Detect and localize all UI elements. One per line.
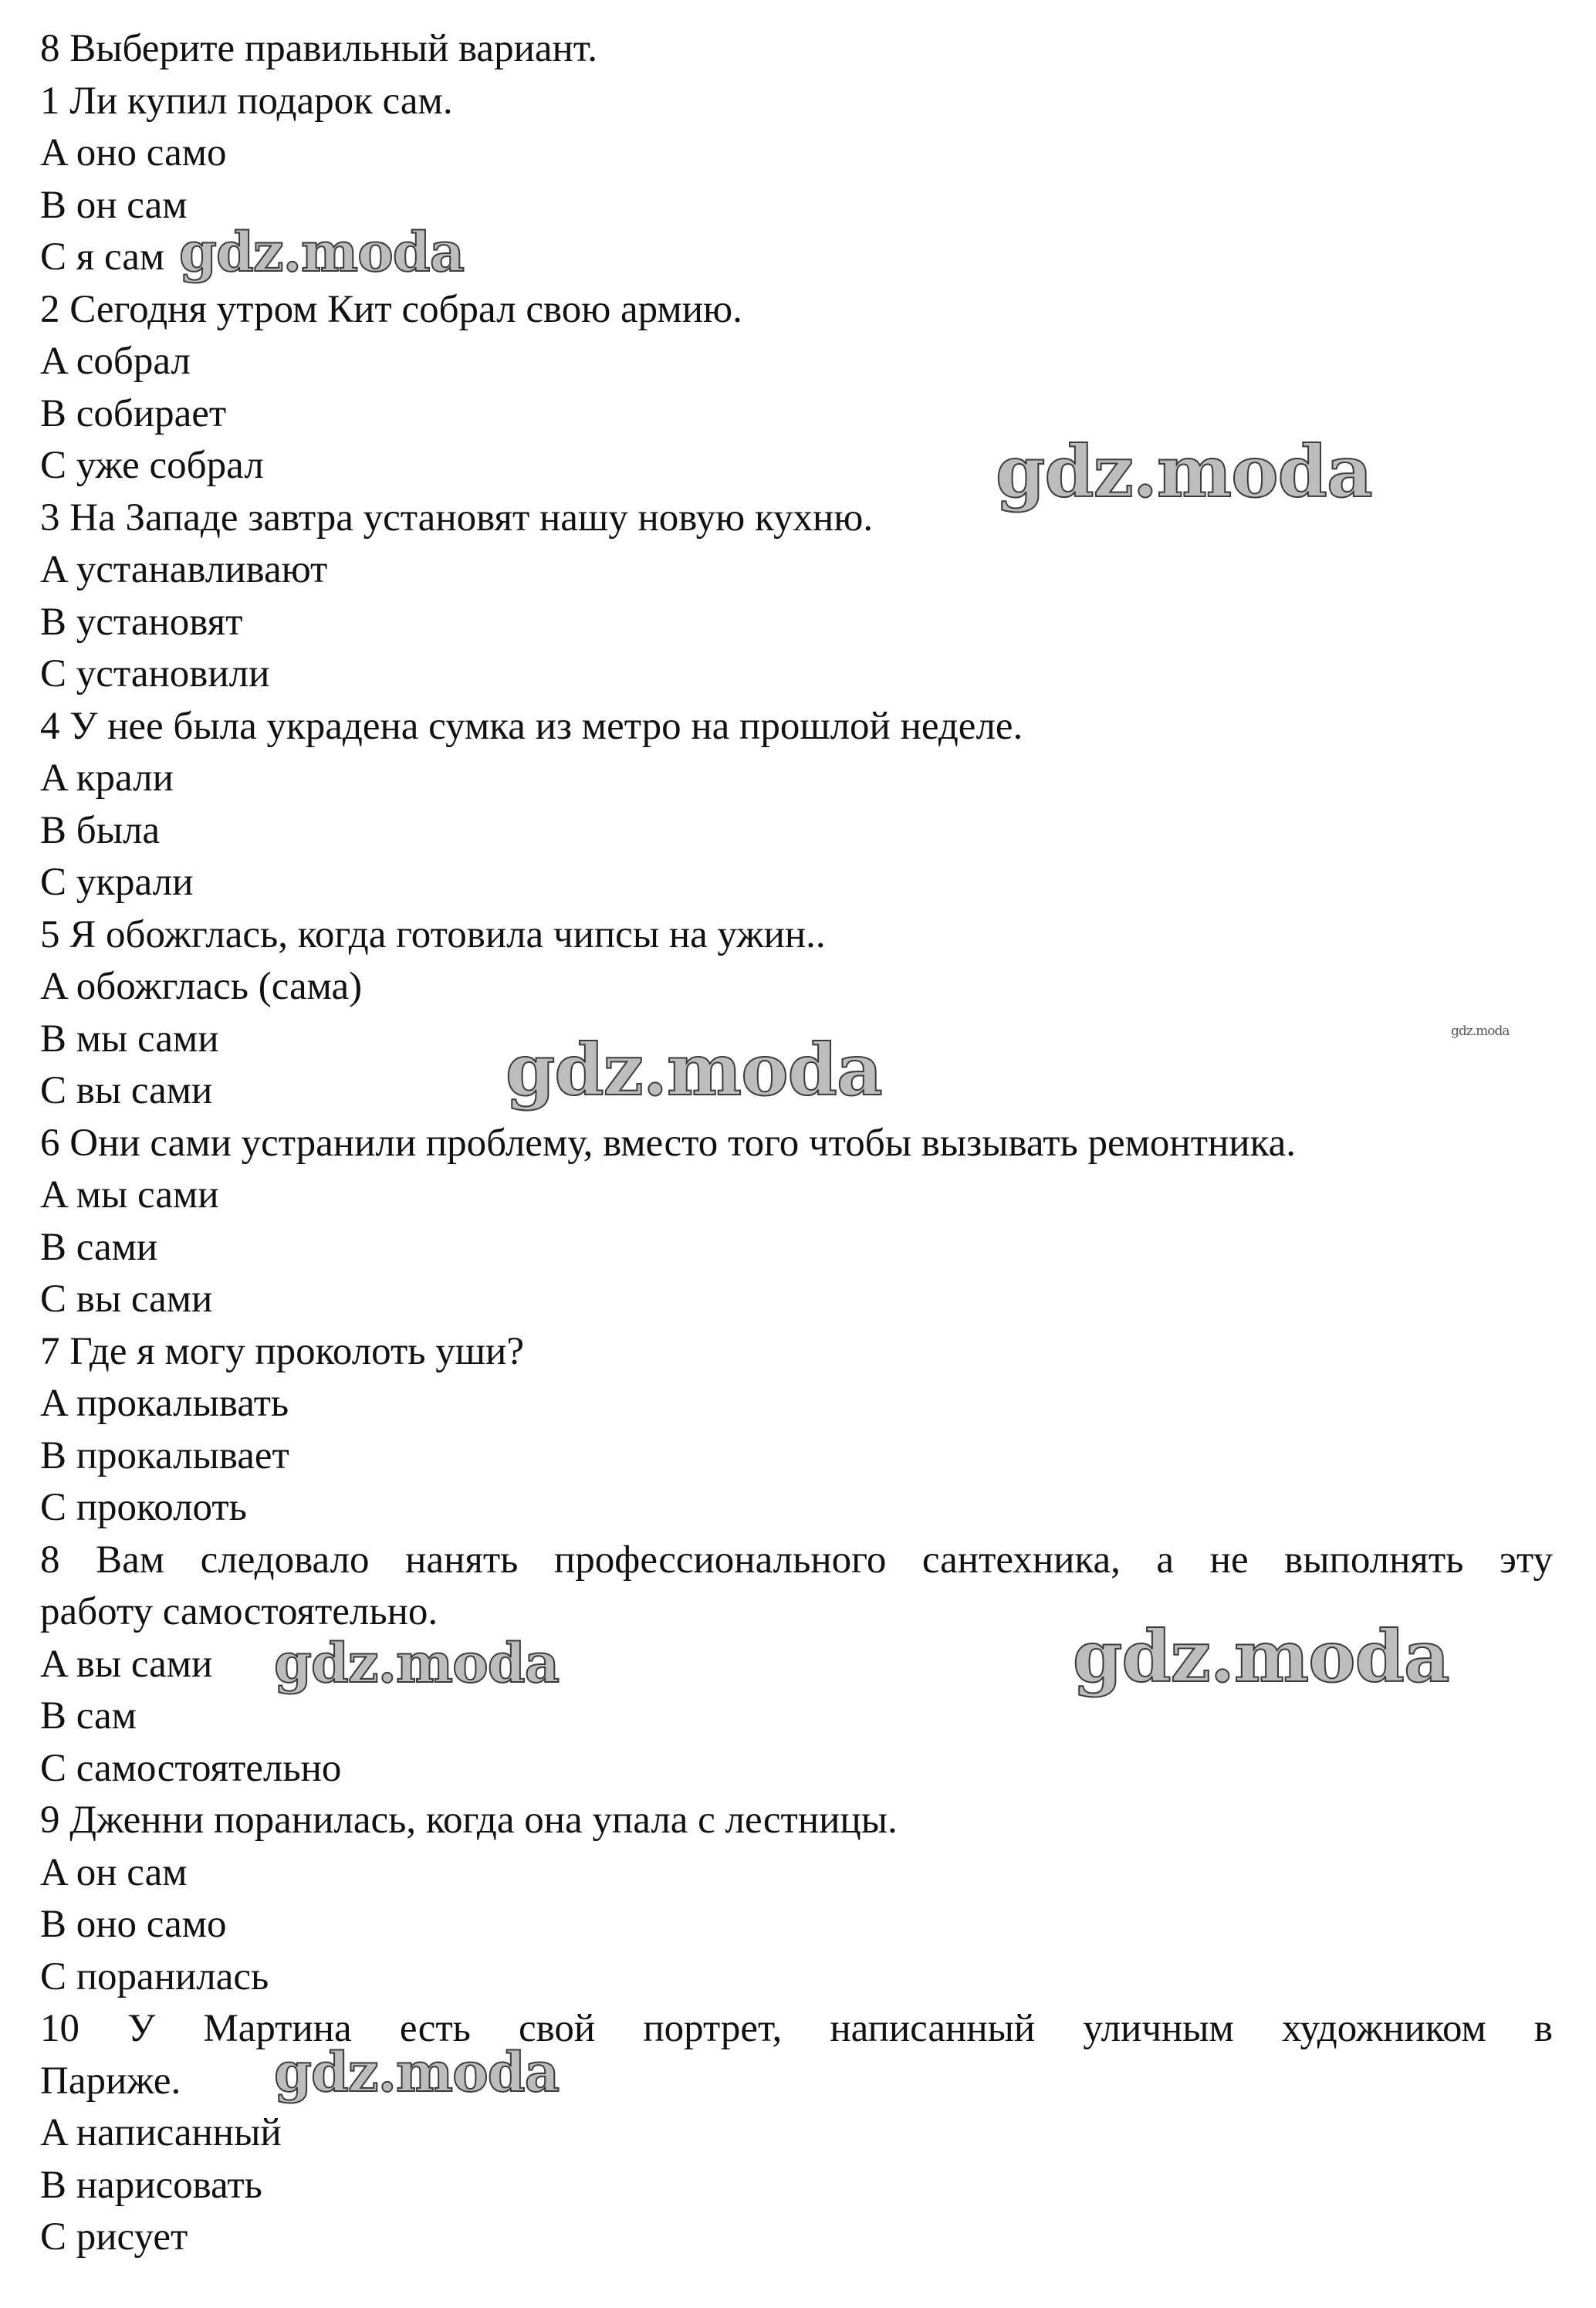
question-5: 5 Я обожглась, когда готовила чипсы на ужин.. xyxy=(40,912,826,956)
option-line: C установили xyxy=(40,652,270,695)
option-line: B собирает xyxy=(40,391,227,435)
question-2: 2 Сегодня утром Кит собрал свою армию. xyxy=(40,287,742,331)
option-line: B мы сами xyxy=(40,1017,219,1061)
option-line: B сам xyxy=(40,1694,137,1738)
watermark: gdz.moda xyxy=(274,2040,560,2104)
option-line: B нарисовать xyxy=(40,2163,262,2207)
option-line: C проколоть xyxy=(40,1486,247,1529)
option-line: B была xyxy=(40,808,161,852)
exercise-heading: 8 Выберите правильный вариант. xyxy=(40,27,597,70)
option-line: A мы сами xyxy=(40,1173,219,1217)
option-line: C уже собрал xyxy=(40,444,264,487)
option-line: C украли xyxy=(40,861,194,904)
option-line: A обожглась (сама) xyxy=(40,965,363,1008)
option-line: B установят xyxy=(40,600,243,644)
option-line: C самостоятельно xyxy=(40,1746,342,1790)
watermark: gdz.moda xyxy=(996,430,1372,513)
question-7: 7 Где я могу проколоть уши? xyxy=(40,1329,524,1373)
option-line: A крали xyxy=(40,756,174,800)
option-line: B прокалывает xyxy=(40,1433,289,1477)
option-line: C рисует xyxy=(40,2215,188,2259)
watermark: gdz.moda xyxy=(1451,1024,1510,1039)
option-line: A устанавливают xyxy=(40,548,328,591)
option-line: A собрал xyxy=(40,340,191,383)
option-line: A вы сами xyxy=(40,1642,213,1686)
option-line: B оно само xyxy=(40,1903,227,1946)
question-4: 4 У нее была украдена сумка из метро на прошлой неделе. xyxy=(40,704,1023,748)
watermark: gdz.moda xyxy=(506,1028,882,1112)
option-line: C я сам xyxy=(40,235,165,279)
option-line: A он сам xyxy=(40,1850,188,1894)
option-line: C поранилась xyxy=(40,1954,269,1998)
watermark: gdz.moda xyxy=(274,1631,560,1695)
option-line: B сами xyxy=(40,1225,158,1269)
exercise-document xyxy=(40,23,1553,2264)
option-line: A написанный xyxy=(40,2111,282,2154)
question-8-continued: работу самостоятельно. xyxy=(40,1590,438,1633)
option-line: A оно само xyxy=(40,131,227,174)
question-6: 6 Они сами устранили проблему, вместо того чтобы вызывать ремонтника. xyxy=(40,1121,1296,1165)
question-3: 3 На Западе завтра установят нашу новую кухню. xyxy=(40,496,874,540)
question-8: 8 Вам следовало нанять профессионального сантехника, а не выполнять эту xyxy=(40,1538,1553,1582)
watermark: gdz.moda xyxy=(1073,1615,1449,1698)
option-line: C вы сами xyxy=(40,1278,213,1321)
question-10-continued: Париже. xyxy=(40,2059,181,2103)
question-10: 10 У Мартина есть свой портрет, написанный уличным художником в xyxy=(40,2007,1553,2050)
question-9: 9 Дженни поранилась, когда она упала с лестницы. xyxy=(40,1799,898,1842)
option-line: C вы сами xyxy=(40,1069,213,1112)
option-line: B он сам xyxy=(40,183,188,227)
option-line: A прокалывать xyxy=(40,1382,289,1425)
question-1: 1 Ли купил подарок сам. xyxy=(40,79,453,123)
watermark: gdz.moda xyxy=(179,220,465,284)
